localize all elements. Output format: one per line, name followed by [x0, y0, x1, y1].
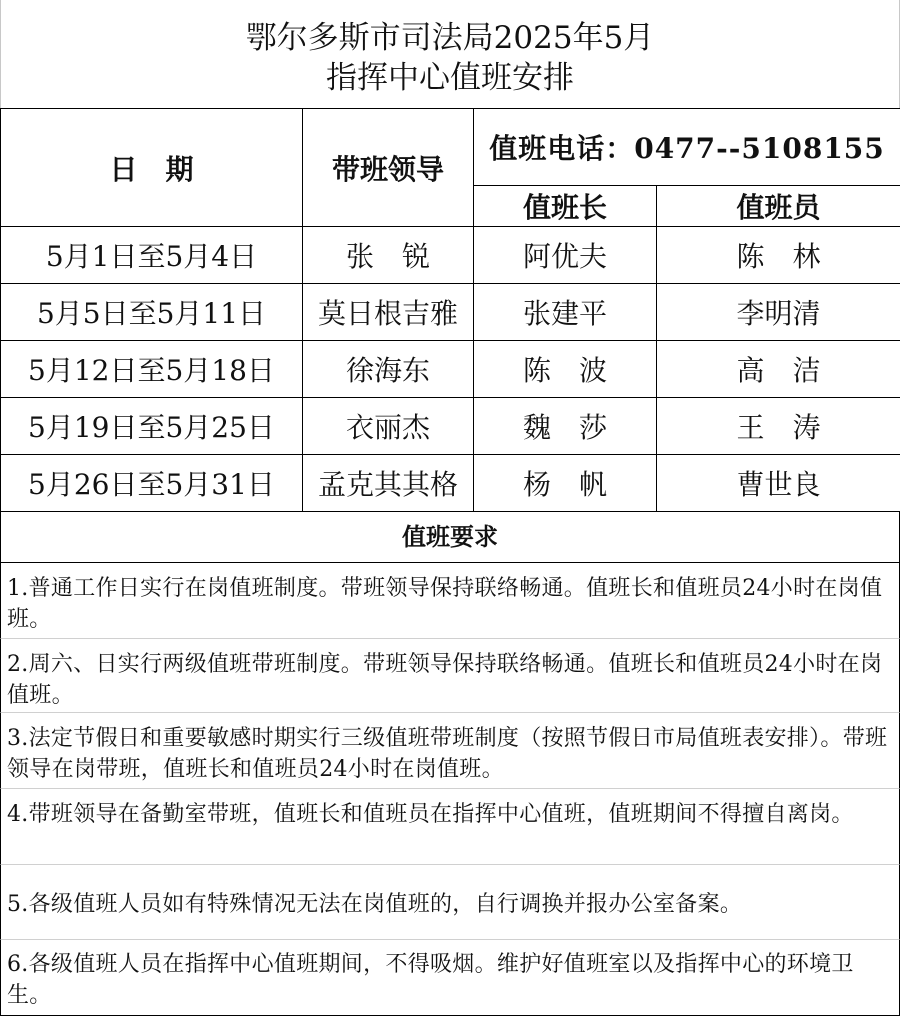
row-chief: 阿优夫: [474, 227, 657, 284]
header-staff: 值班员: [657, 186, 900, 227]
row-date: 5月5日至5月11日: [1, 284, 303, 341]
row-staff: 王 涛: [657, 398, 900, 455]
row-chief: 陈 波: [474, 341, 657, 398]
row-date: 5月19日至5月25日: [1, 398, 303, 455]
header-chief: 值班长: [474, 186, 657, 227]
table-row: [1, 341, 900, 398]
row-leader: 徐海东: [303, 341, 474, 398]
requirement-item: 4.带班领导在备勤室带班，值班长和值班员在指挥中心值班，值班期间不得擅自离岗。: [0, 789, 900, 865]
row-leader: 孟克其其格: [303, 455, 474, 512]
row-chief: 杨 帆: [474, 455, 657, 512]
row-staff: 曹世良: [657, 455, 900, 512]
row-leader: 张 锐: [303, 227, 474, 284]
row-date: 5月26日至5月31日: [1, 455, 303, 512]
row-date: 5月1日至5月4日: [1, 227, 303, 284]
header-date: 日 期: [1, 109, 303, 227]
duty-phone: 值班电话：0477--5108155: [474, 109, 900, 186]
table-row: [1, 284, 900, 341]
row-chief: 张建平: [474, 284, 657, 341]
row-date: 5月12日至5月18日: [1, 341, 303, 398]
row-staff: 陈 林: [657, 227, 900, 284]
requirement-item: 6.各级值班人员在指挥中心值班期间，不得吸烟。维护好值班室以及指挥中心的环境卫生。: [0, 940, 900, 1016]
requirement-item: 3.法定节假日和重要敏感时期实行三级值班带班制度（按照节假日市局值班表安排）。带班领导在岗带班，值班长和值班员24小时在岗值班。: [0, 713, 900, 789]
requirements-heading: 值班要求: [0, 511, 900, 563]
header-leader: 带班领导: [303, 109, 474, 227]
requirement-item: 2.周六、日实行两级值班带班制度。带班领导保持联络畅通。值班长和值班员24小时在岗值班。: [0, 639, 900, 713]
row-staff: 李明清: [657, 284, 900, 341]
row-staff: 高 洁: [657, 341, 900, 398]
row-chief: 魏 莎: [474, 398, 657, 455]
document-title: [0, 0, 900, 108]
row-leader: 莫日根吉雅: [303, 284, 474, 341]
duty-schedule-table: [0, 108, 900, 512]
title-line-1: 鄂尔多斯市司法局2025年5月: [245, 20, 655, 56]
requirement-item: 5.各级值班人员如有特殊情况无法在岗值班的，自行调换并报办公室备案。: [0, 865, 900, 940]
table-row: [1, 227, 900, 284]
row-leader: 衣丽杰: [303, 398, 474, 455]
title-line-2: 指挥中心值班安排: [326, 60, 574, 96]
requirement-item: 1.普通工作日实行在岗值班制度。带班领导保持联络畅通。值班长和值班员24小时在岗值班。: [0, 563, 900, 639]
table-row: [1, 455, 900, 512]
table-row: [1, 398, 900, 455]
